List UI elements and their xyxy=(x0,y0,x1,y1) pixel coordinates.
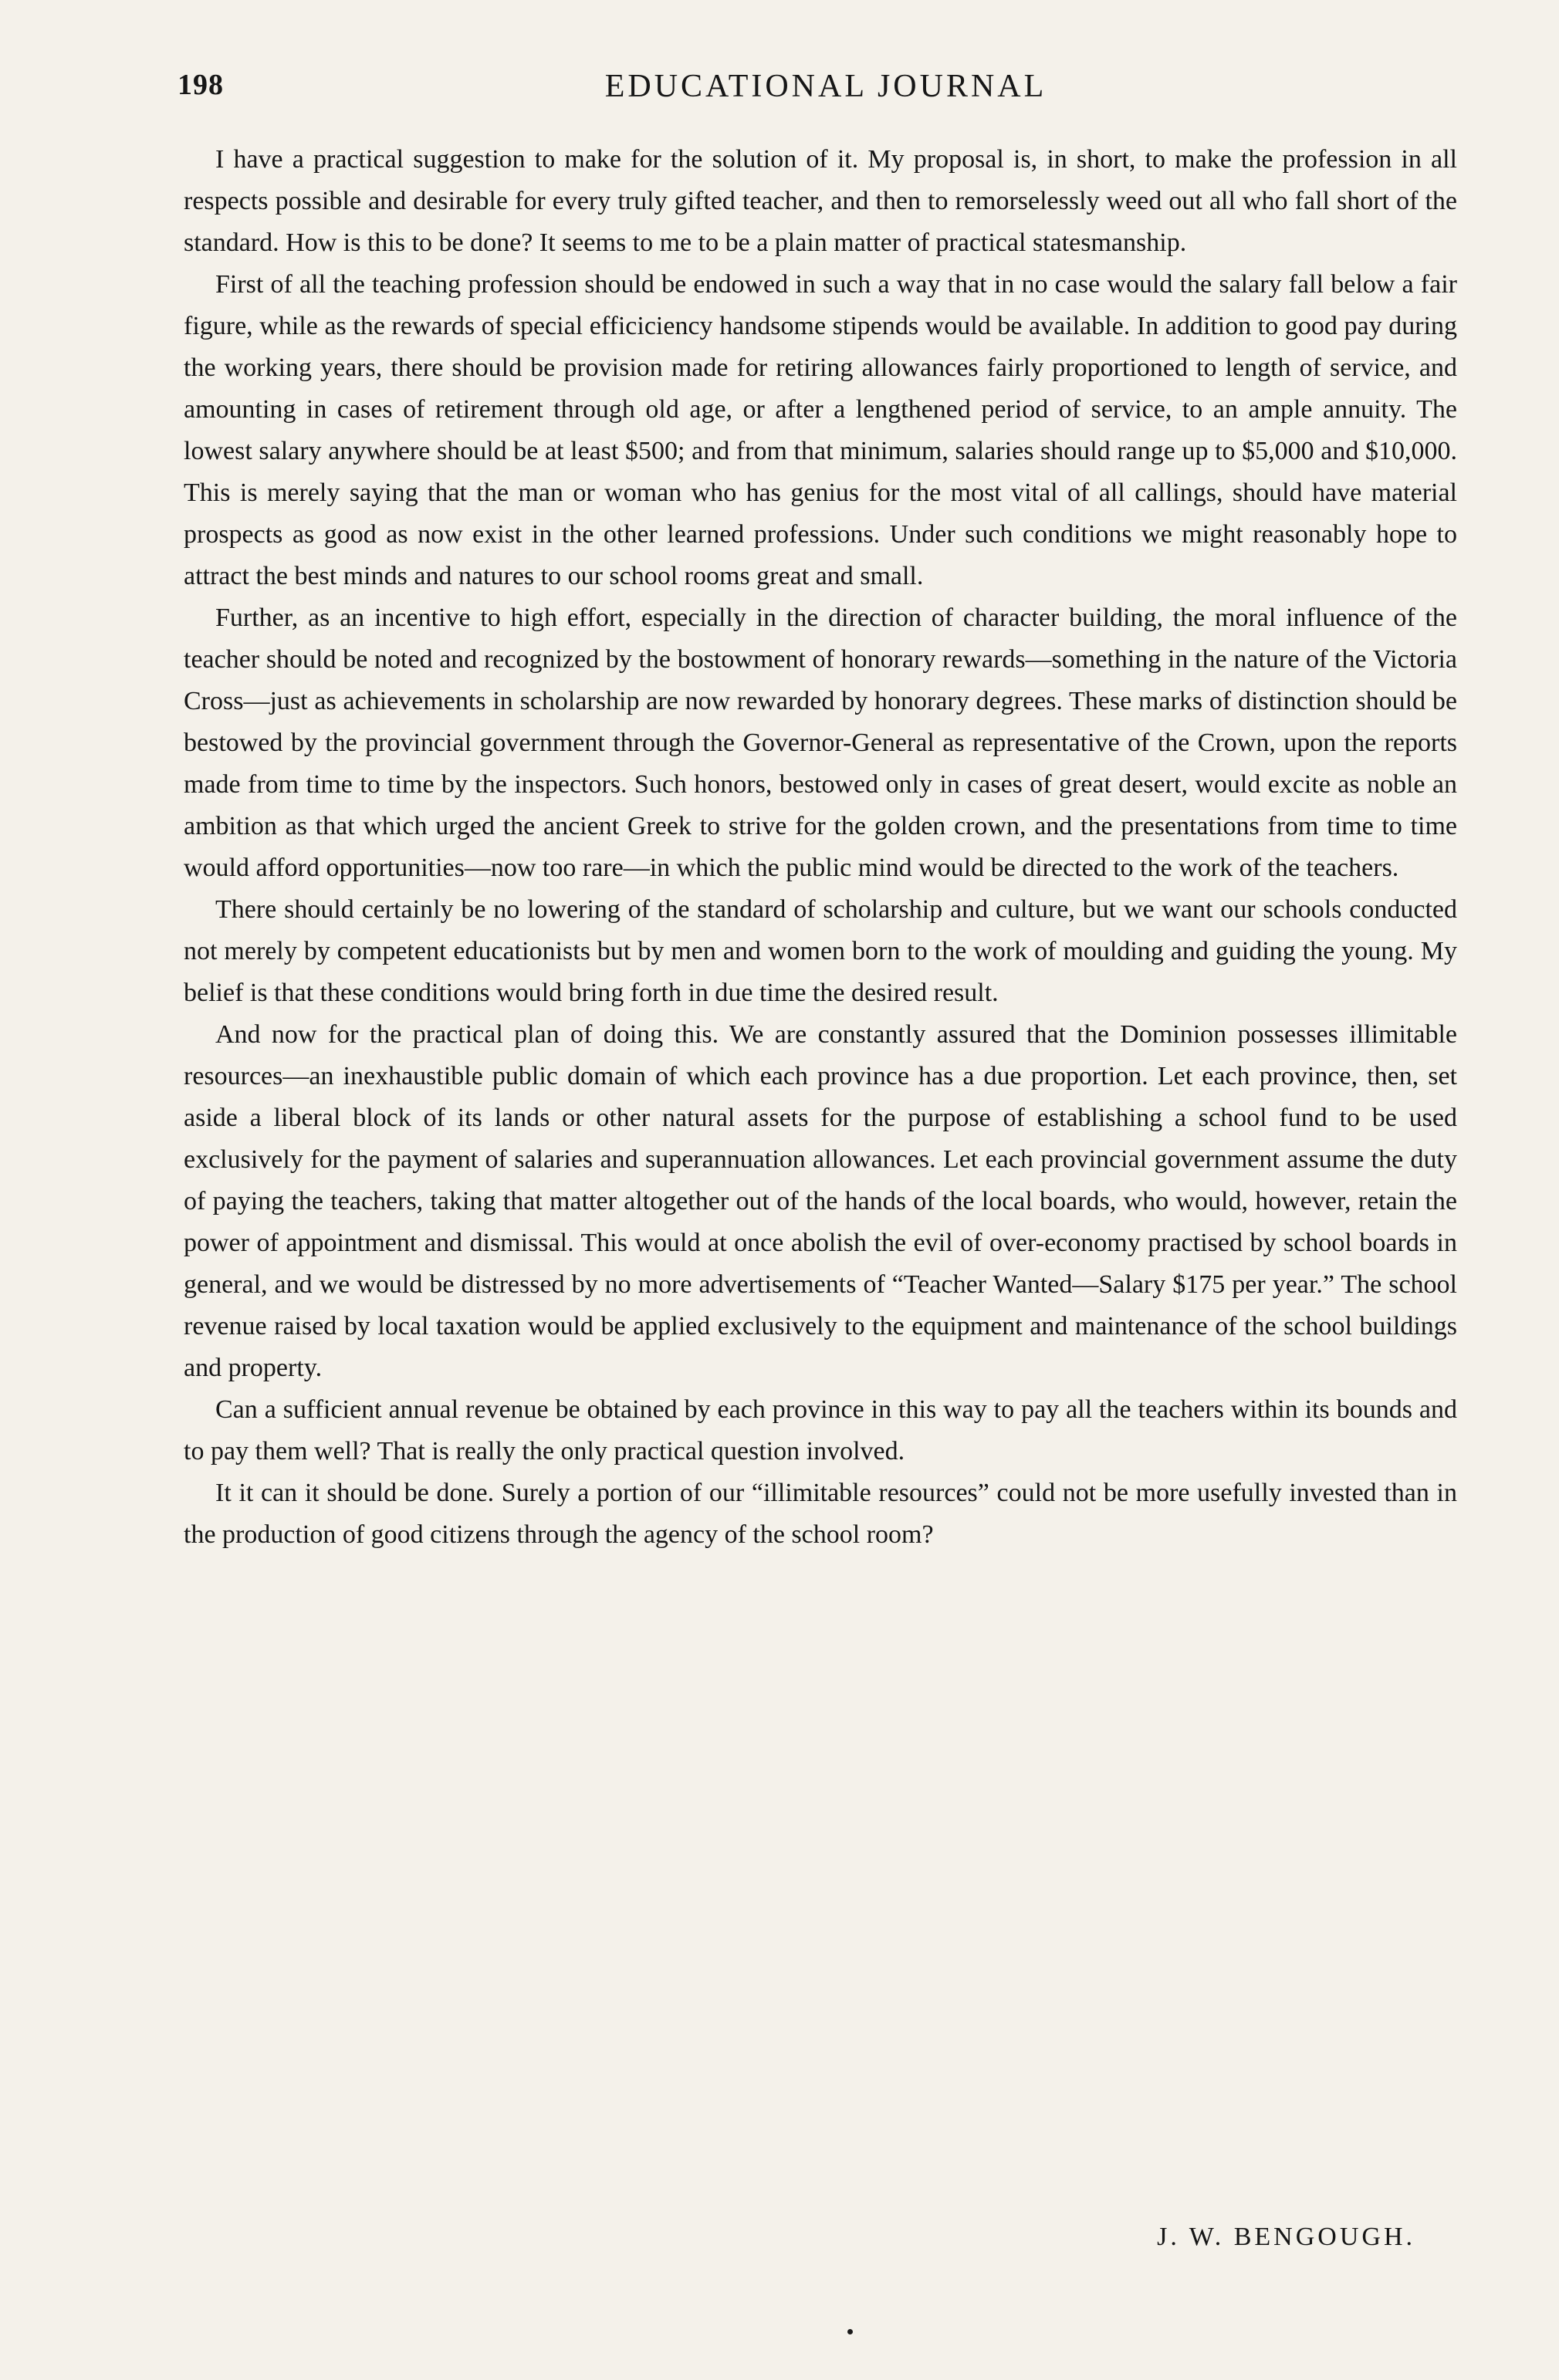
footer-dot xyxy=(847,2329,853,2334)
paragraph: And now for the practical plan of doing this. We are constantly assured that the Dominion possesses illimitable resources—an inexhaustible public domain of which each province has a due proportion. Let each province, then, set aside a liberal block of its lands or other natural assets for the purpose of establishing a school fund to be used exclusively for the payment of salaries and superannuation allowances. Let each provincial government assume the duty of paying the teachers, taking that matter altogether out of the hands of the local boards, who would, however, retain the power of appointment and dismissal. This would at once abolish the evil of over-economy practised by school boards in general, and we would be distressed by no more advertisements of “Teacher Wanted—Salary $175 per year.” The school revenue raised by local taxation would be applied exclusively to the equipment and maintenance of the school buildings and property. xyxy=(184,1020,1457,1382)
article-body xyxy=(184,139,1457,1556)
page-number: 198 xyxy=(178,69,224,101)
paragraph: There should certainly be no lowering of the standard of scholarship and culture, but we want our schools conducted not merely by competent educationists but by men and women born to the work of moulding and guiding the young. My belief is that these conditions would bring forth in due time the desired result. xyxy=(184,895,1457,1007)
author-signature: J. W. BENGOUGH. xyxy=(1157,2223,1415,2251)
page-header xyxy=(178,68,1474,114)
paragraph: It it can it should be done. Surely a portion of our “illimitable resources” could not be more usefully invested than in the production of good citizens through the agency of the school room? xyxy=(184,1479,1457,1549)
paragraph: Further, as an incentive to high effort, especially in the direction of character building, the moral influence of the teacher should be noted and recognized by the bostowment of honorary rewards—something in the nature of the Victoria Cross—just as achievements in scholarship are now rewarded by honorary degrees. These marks of distinction should be bestowed by the provincial government through the Governor-General as representative of the Crown, upon the reports made from time to time by the inspectors. Such honors, bestowed only in cases of great desert, would excite as noble an ambition as that which urged the ancient Greek to strive for the golden crown, and the presentations from time to time would afford opportunities—now too rare—in which the public mind would be directed to the work of the teachers. xyxy=(184,603,1457,882)
paragraph: First of all the teaching profession should be endowed in such a way that in no case would the salary fall below a fair figure, while as the rewards of special efficiciency handsome stipends would be available. In addition to good pay during the working years, there should be provision made for retiring allowances fairly proportioned to length of service, and amounting in cases of retirement through old age, or after a lengthened period of service, to an ample annuity. The lowest salary anywhere should be at least $500; and from that minimum, salaries should range up to $5,000 and $10,000. This is merely saying that the man or woman who has genius for the most vital of all callings, should have material prospects as good as now exist in the other learned professions. Under such conditions we might reasonably hope to attract the best minds and natures to our school rooms great and small. xyxy=(184,270,1457,590)
paragraph: Can a sufficient annual revenue be obtained by each province in this way to pay all the teachers within its bounds and to pay them well? That is really the only practical question involved. xyxy=(184,1395,1457,1466)
running-title: EDUCATIONAL JOURNAL xyxy=(604,69,1047,104)
paragraph: I have a practical suggestion to make for the solution of it. My proposal is, in short, to make the profession in all respects possible and desirable for every truly gifted teacher, and then to remorselessly weed out all who fall short of the standard. How is this to be done? It seems to me to be a plain matter of practical statesmanship. xyxy=(184,145,1457,257)
